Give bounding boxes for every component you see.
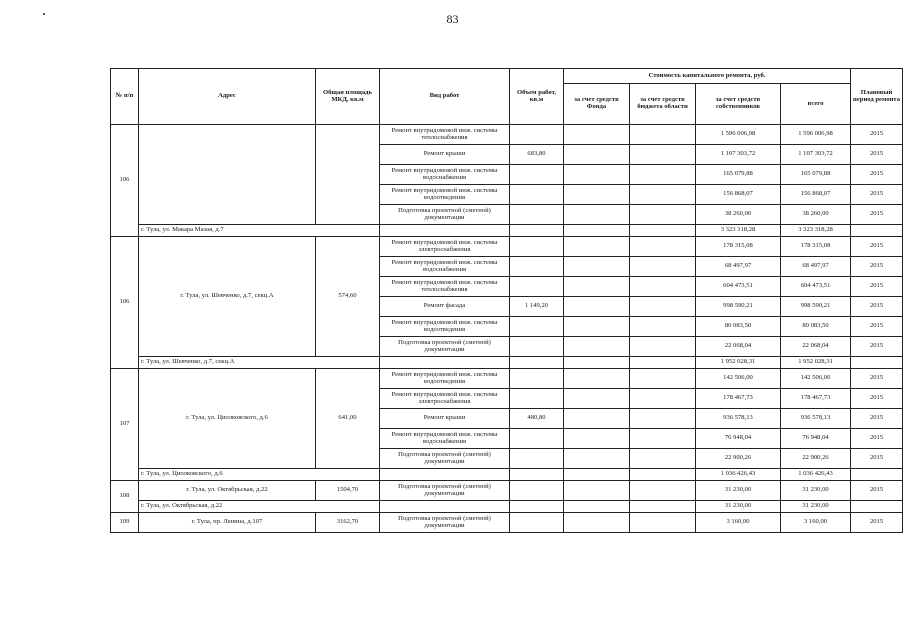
cell-subtotal-volume <box>510 469 564 481</box>
cell-total: 3 160,00 <box>781 513 851 533</box>
cell-subtotal-total: 31 230,00 <box>781 501 851 513</box>
cell-subtotal-region <box>630 225 696 237</box>
cell-work-type: Ремонт внутридомовой инж. системы водоснабжения <box>380 429 510 449</box>
cell-address: г. Тула, ул. Октябрьская, д.22 <box>139 481 316 501</box>
cell-volume <box>510 317 564 337</box>
cell-subtotal-owners: 1 036 426,43 <box>696 469 781 481</box>
cell-region <box>630 337 696 357</box>
cell-work-type: Подготовка проектной (сметной) документации <box>380 513 510 533</box>
cell-subtotal-total: 1 952 028,31 <box>781 357 851 369</box>
cell-period: 2015 <box>851 409 903 429</box>
cell-subtotal-work <box>380 357 510 369</box>
cell-volume <box>510 389 564 409</box>
cell-owners: 1 596 006,98 <box>696 125 781 145</box>
cell-fund <box>564 185 630 205</box>
cell-volume <box>510 369 564 389</box>
cell-subtotal-total: 3 323 318,28 <box>781 225 851 237</box>
cell-total: 80 083,50 <box>781 317 851 337</box>
cell-fund <box>564 389 630 409</box>
cell-total: 165 079,88 <box>781 165 851 185</box>
cell-fund <box>564 165 630 185</box>
cell-address: г. Тула, ул. Шевченко, д.7, секц.А <box>139 237 316 357</box>
header-cost-group: Стоимость капитального ремонта, руб. <box>564 69 851 84</box>
cell-fund <box>564 145 630 165</box>
cell-owners: 22 068,04 <box>696 337 781 357</box>
cell-work-type: Подготовка проектной (сметной) документации <box>380 449 510 469</box>
cell-owners: 936 578,13 <box>696 409 781 429</box>
header-period: Плановый период ремонта <box>851 69 903 125</box>
cell-owners: 604 473,51 <box>696 277 781 297</box>
cell-total: 178 467,73 <box>781 389 851 409</box>
cell-region <box>630 389 696 409</box>
cell-owners: 80 083,50 <box>696 317 781 337</box>
cell-subtotal-region <box>630 501 696 513</box>
cell-period: 2015 <box>851 257 903 277</box>
cell-subtotal-volume <box>510 357 564 369</box>
cell-owners: 998 590,21 <box>696 297 781 317</box>
cell-total: 142 506,00 <box>781 369 851 389</box>
table-row-subtotal <box>111 469 903 481</box>
capital-repair-table <box>110 68 903 533</box>
cell-area: 3162,70 <box>316 513 380 533</box>
header-num: № п/п <box>111 69 139 125</box>
cell-region <box>630 317 696 337</box>
cell-work-type: Ремонт внутридомовой инж. системы теплоснабжения <box>380 125 510 145</box>
cell-subtotal-owners: 3 323 318,28 <box>696 225 781 237</box>
table-row-subtotal <box>111 357 903 369</box>
cell-owners: 1 107 303,72 <box>696 145 781 165</box>
table-row <box>111 125 903 145</box>
cell-region <box>630 513 696 533</box>
cell-fund <box>564 429 630 449</box>
cell-total: 76 948,04 <box>781 429 851 449</box>
table-header <box>111 69 903 125</box>
cell-region <box>630 429 696 449</box>
cell-region <box>630 145 696 165</box>
table-row <box>111 369 903 389</box>
cell-num: 109 <box>111 513 139 533</box>
cell-work-type: Подготовка проектной (сметной) документации <box>380 337 510 357</box>
cell-total: 936 578,13 <box>781 409 851 429</box>
cell-subtotal-address: г. Тула, ул. Октябрьская, д.22 <box>139 501 380 513</box>
cell-subtotal-region <box>630 469 696 481</box>
cell-total: 68 497,97 <box>781 257 851 277</box>
cell-owners: 165 079,88 <box>696 165 781 185</box>
cell-subtotal-period <box>851 501 903 513</box>
cell-work-type: Подготовка проектной (сметной) документации <box>380 481 510 501</box>
cell-owners: 22 900,26 <box>696 449 781 469</box>
cell-owners: 31 230,00 <box>696 481 781 501</box>
cell-period: 2015 <box>851 205 903 225</box>
cell-fund <box>564 297 630 317</box>
cell-region <box>630 277 696 297</box>
cell-work-type: Ремонт фасада <box>380 297 510 317</box>
cell-volume: 683,80 <box>510 145 564 165</box>
header-volume: Объем работ, кв.м <box>510 69 564 125</box>
cell-region <box>630 369 696 389</box>
cell-work-type: Ремонт внутридомовой инж. системы водоснабжения <box>380 165 510 185</box>
cell-volume <box>510 237 564 257</box>
cell-num: 107 <box>111 369 139 481</box>
cell-volume <box>510 481 564 501</box>
cell-region <box>630 125 696 145</box>
cell-region <box>630 205 696 225</box>
cell-fund <box>564 257 630 277</box>
cell-region <box>630 165 696 185</box>
cell-volume <box>510 429 564 449</box>
cell-total: 1 107 303,72 <box>781 145 851 165</box>
cell-fund <box>564 481 630 501</box>
cell-area: 1504,70 <box>316 481 380 501</box>
cell-fund <box>564 513 630 533</box>
table-row-subtotal <box>111 225 903 237</box>
cell-region <box>630 257 696 277</box>
cell-region <box>630 185 696 205</box>
cell-owners: 3 160,00 <box>696 513 781 533</box>
cell-region <box>630 297 696 317</box>
cell-total: 1 596 006,98 <box>781 125 851 145</box>
cell-total: 38 260,00 <box>781 205 851 225</box>
cell-volume <box>510 205 564 225</box>
cell-volume <box>510 449 564 469</box>
cell-subtotal-work <box>380 225 510 237</box>
cell-num: 108 <box>111 481 139 513</box>
cell-subtotal-period <box>851 225 903 237</box>
cell-work-type: Ремонт внутридомовой инж. системы водоотведения <box>380 369 510 389</box>
cell-num: 106 <box>111 237 139 369</box>
cell-total: 998 590,21 <box>781 297 851 317</box>
cell-subtotal-volume <box>510 501 564 513</box>
header-region: за счет средств бюджета области <box>630 84 696 125</box>
cell-work-type: Ремонт внутридомовой инж. системы электроснабжения <box>380 389 510 409</box>
cell-volume <box>510 185 564 205</box>
cell-subtotal-address: г. Тула, ул. Циолковского, д.6 <box>139 469 380 481</box>
cell-owners: 178 467,73 <box>696 389 781 409</box>
cell-area: 574,60 <box>316 237 380 357</box>
cell-volume <box>510 513 564 533</box>
table-row <box>111 481 903 501</box>
cell-total: 604 473,51 <box>781 277 851 297</box>
cell-total: 178 315,08 <box>781 237 851 257</box>
cell-volume: 480,80 <box>510 409 564 429</box>
cell-owners: 76 948,04 <box>696 429 781 449</box>
cell-volume <box>510 257 564 277</box>
cell-total: 22 068,04 <box>781 337 851 357</box>
cell-period: 2015 <box>851 513 903 533</box>
header-fund: за счет средств Фонда <box>564 84 630 125</box>
cell-period: 2015 <box>851 185 903 205</box>
cell-work-type: Ремонт крыши <box>380 145 510 165</box>
cell-work-type: Ремонт внутридомовой инж. системы водоотведения <box>380 317 510 337</box>
cell-area <box>316 125 380 225</box>
cell-region <box>630 481 696 501</box>
table-row-subtotal <box>111 501 903 513</box>
header-work-type: Вид работ <box>380 69 510 125</box>
cell-subtotal-region <box>630 357 696 369</box>
cell-work-type: Ремонт внутридомовой инж. системы теплоснабжения <box>380 277 510 297</box>
cell-period: 2015 <box>851 481 903 501</box>
cell-fund <box>564 369 630 389</box>
cell-region <box>630 237 696 257</box>
cell-subtotal-fund <box>564 501 630 513</box>
table-row <box>111 513 903 533</box>
cell-work-type: Ремонт внутридомовой инж. системы электроснабжения <box>380 237 510 257</box>
header-address: Адрес <box>139 69 316 125</box>
cell-period: 2015 <box>851 237 903 257</box>
cell-fund <box>564 205 630 225</box>
cell-fund <box>564 237 630 257</box>
cell-subtotal-address: г. Тула, ул. Шевченко, д.7, секц.А <box>139 357 380 369</box>
cell-volume: 1 149,20 <box>510 297 564 317</box>
cell-subtotal-period <box>851 469 903 481</box>
cell-address: г. Тула, ул. Циолковского, д.6 <box>139 369 316 469</box>
cell-subtotal-fund <box>564 225 630 237</box>
cell-num: 106 <box>111 125 139 237</box>
cell-address: г. Тула, пр. Ленина, д.107 <box>139 513 316 533</box>
cell-subtotal-volume <box>510 225 564 237</box>
cell-period: 2015 <box>851 297 903 317</box>
cell-total: 22 900,26 <box>781 449 851 469</box>
cell-period: 2015 <box>851 389 903 409</box>
cell-subtotal-address: г. Тула, ул. Макара Мазая, д.7 <box>139 225 380 237</box>
cell-period: 2015 <box>851 145 903 165</box>
cell-fund <box>564 317 630 337</box>
cell-fund <box>564 337 630 357</box>
cell-subtotal-work <box>380 469 510 481</box>
cell-fund <box>564 409 630 429</box>
cell-period: 2015 <box>851 317 903 337</box>
cell-address <box>139 125 316 225</box>
page-number: 83 <box>446 12 459 26</box>
cell-work-type: Подготовка проектной (сметной) документации <box>380 205 510 225</box>
cell-period: 2015 <box>851 449 903 469</box>
header-owners: за счет средств собственников <box>696 84 781 125</box>
cell-subtotal-fund <box>564 357 630 369</box>
cell-work-type: Ремонт внутридомовой инж. системы водоснабжения <box>380 257 510 277</box>
cell-fund <box>564 125 630 145</box>
cell-volume <box>510 165 564 185</box>
cell-region <box>630 409 696 429</box>
cell-subtotal-fund <box>564 469 630 481</box>
cell-owners: 38 260,00 <box>696 205 781 225</box>
cell-period: 2015 <box>851 165 903 185</box>
cell-subtotal-owners: 1 952 028,31 <box>696 357 781 369</box>
cell-period: 2015 <box>851 337 903 357</box>
cell-subtotal-period <box>851 357 903 369</box>
cell-total: 31 230,00 <box>781 481 851 501</box>
cell-volume <box>510 277 564 297</box>
cell-region <box>630 449 696 469</box>
cell-total: 156 868,07 <box>781 185 851 205</box>
header-total: всего <box>781 84 851 125</box>
cell-owners: 142 506,00 <box>696 369 781 389</box>
cell-owners: 156 868,07 <box>696 185 781 205</box>
cell-subtotal-owners: 31 230,00 <box>696 501 781 513</box>
cell-period: 2015 <box>851 429 903 449</box>
table-body <box>111 125 903 533</box>
cell-work-type: Ремонт внутридомовой инж. системы водоотведения <box>380 185 510 205</box>
cell-fund <box>564 277 630 297</box>
cell-fund <box>564 449 630 469</box>
cell-period: 2015 <box>851 125 903 145</box>
cell-work-type: Ремонт крыши <box>380 409 510 429</box>
cell-volume <box>510 337 564 357</box>
cell-period: 2015 <box>851 277 903 297</box>
cell-area: 641,00 <box>316 369 380 469</box>
header-area: Общая площадь МКД, кв.м <box>316 69 380 125</box>
cell-owners: 178 315,08 <box>696 237 781 257</box>
table-row <box>111 237 903 257</box>
cell-volume <box>510 125 564 145</box>
cell-subtotal-total: 1 036 426,43 <box>781 469 851 481</box>
cell-period: 2015 <box>851 369 903 389</box>
cell-owners: 68 497,97 <box>696 257 781 277</box>
cell-subtotal-work <box>380 501 510 513</box>
